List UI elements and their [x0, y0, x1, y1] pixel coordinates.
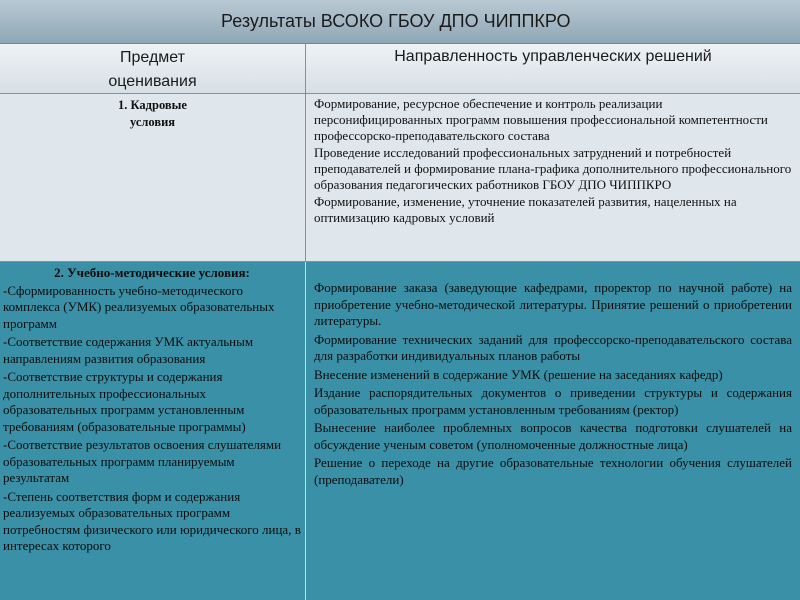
header-subject-line2: оценивания [108, 73, 197, 90]
slide-title-text: Результаты ВСОКО ГБОУ ДПО ЧИППКРО [221, 11, 571, 31]
row2-criterion: -Сформированность учебно-методического комплекса (УМК) реализуемых образовательных программ [3, 282, 275, 331]
row1-decision: Проведение исследований профессиональных затруднений и потребностей преподавателей и формирование плана-графика дополнительного профессионального образования педагогических работников ГБОУ ДПО ЧИППКРО [314, 145, 792, 192]
row2-decision: Формирование заказа (заведующие кафедрами, проректор по научной работе) на приобретение учебно-методической литературы. Принятие решений о приобретении литературы. [314, 280, 792, 328]
slide-title [0, 0, 800, 44]
row2-decision: Формирование технических заданий для профессорско-преподавательского состава для разработки индивидуальных планов работы [314, 331, 792, 363]
row2-criterion: -Соответствие результатов освоения слушателями образовательных программ планируемым результатам [3, 437, 282, 485]
row1-decision: Формирование, ресурсное обеспечение и контроль реализации персонифицированных программ повышения профессиональной компетентности профессорско-преподавательского состава [314, 96, 768, 143]
row2-decision: Внесение изменений в содержание УМК (решение на заседаниях кафедр) [314, 366, 723, 382]
row2-criterion: -Степень соответствия форм и содержания реализуемых образовательных программ потребностям физического или юридического лица, в интересах которого [3, 488, 301, 553]
row2-criterion: -Соответствие содержания УМК актуальным направлениям развития образования [3, 334, 254, 366]
row2-subject-cell [0, 262, 306, 600]
header-subject-cell [0, 44, 306, 94]
row1-subject-line2: условия [129, 115, 176, 129]
header-subject-line1: Предмет [120, 49, 185, 66]
row1-decisions-cell [306, 94, 800, 261]
row2-decisions-cell [306, 262, 800, 600]
row2-criterion: -Соответствие структуры и содержания дополнительных профессиональных образовательных программ установленным требованиям (образовательные программы) [3, 369, 246, 434]
row1-subject-line1: 1. Кадровые [118, 98, 187, 112]
row2-subject-title: 2. Учебно-методические условия: [54, 265, 250, 280]
row2-decision: Решение о переходе на другие образовательные технологии обучения слушателей (преподаватели) [314, 455, 792, 487]
table-row [0, 262, 800, 600]
row2-decision: Издание распорядительных документов о приведении структуры и содержания образовательных программ установленным требованиям (ректор) [314, 385, 792, 417]
table-header-row [0, 44, 800, 94]
row1-decision: Формирование, изменение, уточнение показателей развития, нацеленных на оптимизацию кадровых условий [314, 194, 737, 225]
header-decisions-text: Направленность управленческих решений [394, 48, 712, 65]
header-decisions-cell [306, 44, 800, 94]
row1-subject-cell [0, 94, 306, 261]
table-row [0, 94, 800, 262]
row2-decision: Вынесение наиболее проблемных вопросов качества подготовки слушателей на обсуждение ученым советом (уполномоченные должностные лица) [314, 420, 792, 452]
